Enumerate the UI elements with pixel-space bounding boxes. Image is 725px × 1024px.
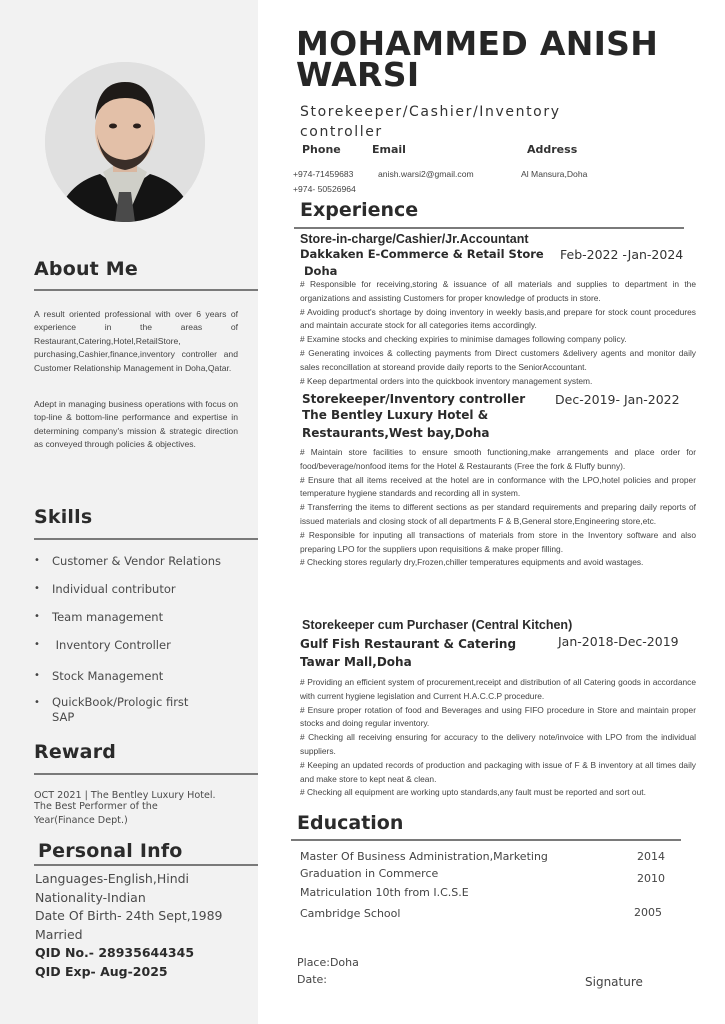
phone-1[interactable]: +974-71459683 xyxy=(293,169,354,179)
nationality: Nationality-Indian xyxy=(35,889,146,905)
education-year: 2014 xyxy=(637,850,665,863)
job-bullets xyxy=(300,446,696,570)
experience-divider xyxy=(294,227,684,229)
reward-text xyxy=(34,790,249,828)
job-bullet: # Checking stores regularly dry,Frozen,chiller temperatures equipments and avoid wastages. xyxy=(300,557,644,568)
about-paragraph-1: A result oriented professional with over 6 years of experience in the areas of Restaurant,Catering,Hotel,RetailStore, purchasing,Cashier,finance,inventory controller and Customer Relationship Management in Doha,Qatar. xyxy=(34,309,238,373)
job-bullet: # Providing an efficient system of procurement,receipt and distribution of all Catering goods in accordance with current hygiene legislation and Current H.A.C.C.P procedure. xyxy=(300,677,696,701)
personal-info-heading: Personal Info xyxy=(38,840,183,862)
place: Place:Doha xyxy=(297,956,359,969)
job-dates: Dec-2019- Jan-2022 xyxy=(555,392,680,407)
qid-expiry: QID Exp- Aug-2025 xyxy=(35,963,168,979)
job-company: Dakkaken E-Commerce & Retail Store xyxy=(300,247,544,261)
education-item: Master Of Business Administration,Marketing xyxy=(300,850,548,863)
job-title: Store-in-charge/Cashier/Jr.Accountant xyxy=(300,232,529,246)
job-bullet: # Ensure that all items received at the hotel are in conformance with the LPO,hotel policies and proper temperature hygiene standards and recording all in system. xyxy=(300,474,696,499)
skills-divider xyxy=(34,538,258,540)
reward-line: OCT 2021 | The Bentley Luxury Hotel. xyxy=(34,790,216,801)
job-title: Storekeeper/Inventory controller xyxy=(302,392,526,406)
about-paragraph-2: Adept in managing business operations with focus on top-line & bottom-line performance and expertise in determining company's mission & strategic direction as conveyed through policies & objectives. xyxy=(34,399,238,450)
qid-number: QID No.- 28935644345 xyxy=(35,945,195,960)
skill-item: • QuickBook/Prologic first SAP xyxy=(34,695,204,729)
skill-item: • Customer & Vendor Relations xyxy=(34,552,254,580)
languages: Languages-English,Hindi xyxy=(35,871,190,886)
job-location: Doha xyxy=(304,264,338,278)
job-dates: Jan-2018-Dec-2019 xyxy=(558,634,679,649)
job-bullet: # Examine stocks and checking expiries to minimise damages following company policy. xyxy=(300,334,627,345)
job-bullet: # Maintain store facilities to ensure smooth functioning,make arrangements and place order for food/beverage/nonfood items for the Hotel & Restaurants (Free the fork & Fluffy bunny). xyxy=(300,447,696,471)
education-year: 2005 xyxy=(634,906,662,919)
job-bullet: # Keep departmental orders into the quickbook inventory management system. xyxy=(300,375,593,386)
job-bullet: # Transferring the items to different sections as per standard requirements and preparing daily reports of issued materials and closing stock of all departments F & B,General store,Engineering store,etc. xyxy=(300,502,696,526)
personal-info xyxy=(35,870,255,981)
job-title: Storekeeper cum Purchaser (Central Kitchen) xyxy=(302,618,573,632)
skill-item: • Team management xyxy=(34,608,254,636)
date: Date: xyxy=(297,973,327,986)
job-bullet: # Generating invoices & collecting payments from Direct customers &delivery agents and monitor daily sales reconcillation at storeand provide daily reports to the SeniorAccountant. xyxy=(300,347,696,372)
about-heading: About Me xyxy=(34,258,138,280)
skill-item: • Stock Management xyxy=(34,667,254,695)
address-value: Al Mansura,Doha xyxy=(521,169,588,179)
skill-item: • Individual contributor xyxy=(34,580,254,608)
job-location: Tawar Mall,Doha xyxy=(300,655,412,669)
email-link[interactable]: anish.warsi2@gmail.com xyxy=(378,169,474,179)
job-bullets xyxy=(300,676,696,800)
reward-divider xyxy=(34,773,258,775)
reward-line: Year(Finance Dept.) xyxy=(34,815,128,826)
education-item: Matriculation 10th from I.C.S.E xyxy=(300,886,469,899)
job-location: Restaurants,West bay,Doha xyxy=(302,426,490,440)
personal-info-divider xyxy=(34,864,258,866)
job-bullet: # Keeping an updated records of production and packaging with issue of F & B inventory at all times daily and make store to kept neat & clean. xyxy=(300,759,696,784)
education-heading: Education xyxy=(297,812,404,834)
job-bullets xyxy=(300,278,696,388)
candidate-role: Storekeeper/Cashier/Inventory controller xyxy=(300,104,561,140)
phone-label: Phone xyxy=(302,143,341,156)
person-avatar-icon xyxy=(45,62,205,222)
reward-heading: Reward xyxy=(34,741,117,763)
date-of-birth: Date Of Birth- 24th Sept,1989 xyxy=(35,908,223,923)
skill-item: • Inventory Controller xyxy=(34,636,254,664)
education-item: Cambridge School xyxy=(300,907,401,920)
skills-heading: Skills xyxy=(34,506,93,528)
job-bullet: # Checking all equipment are working upto standards,any fault must be reported and sort out. xyxy=(300,787,646,798)
profile-photo xyxy=(45,62,205,222)
skills-list xyxy=(34,552,254,729)
job-bullet: # Responsible for receiving,storing & issuance of all materials and supplies to department in the organizations and assisting Customers for proper knowledge of products in store. xyxy=(300,279,696,303)
education-item: Graduation in Commerce xyxy=(300,867,439,880)
job-bullet: # Ensure proper rotation of food and Beverages and using FIFO procedure in Store and maintain proper stocks and doing regular inventory. xyxy=(300,704,696,729)
experience-heading: Experience xyxy=(300,199,419,221)
signature-label: Signature xyxy=(585,975,643,989)
about-divider xyxy=(34,289,258,291)
email-label: Email xyxy=(372,143,406,156)
job-bullet: # Checking all receiving ensuring for accuracy to the delivery note/invoice with LPO from the individual suppliers. xyxy=(300,732,696,756)
education-year: 2010 xyxy=(637,872,665,885)
phone-2[interactable]: +974- 50526964 xyxy=(293,184,356,194)
job-company: The Bentley Luxury Hotel & xyxy=(302,408,489,422)
education-divider xyxy=(291,839,681,841)
job-company: Gulf Fish Restaurant & Catering xyxy=(300,637,517,651)
job-dates: Feb-2022 -Jan-2024 xyxy=(560,247,684,262)
job-bullet: # Responsible for inputing all transactions of materials from store in the Inventory software and also preparing LPO for the suppliers upon requisitions & make proper filling. xyxy=(300,529,696,554)
address-label: Address xyxy=(527,143,578,156)
candidate-name: MOHAMMED ANISH WARSI xyxy=(296,24,659,94)
reward-line: The Best Performer of the xyxy=(34,800,158,812)
marital-status: Married xyxy=(35,926,83,942)
job-bullet: # Avoiding product's shortage by doing inventory in weekly basis,and prepare for stock count procedures and maintain accurate stock for all categories items accordingly. xyxy=(300,306,696,331)
